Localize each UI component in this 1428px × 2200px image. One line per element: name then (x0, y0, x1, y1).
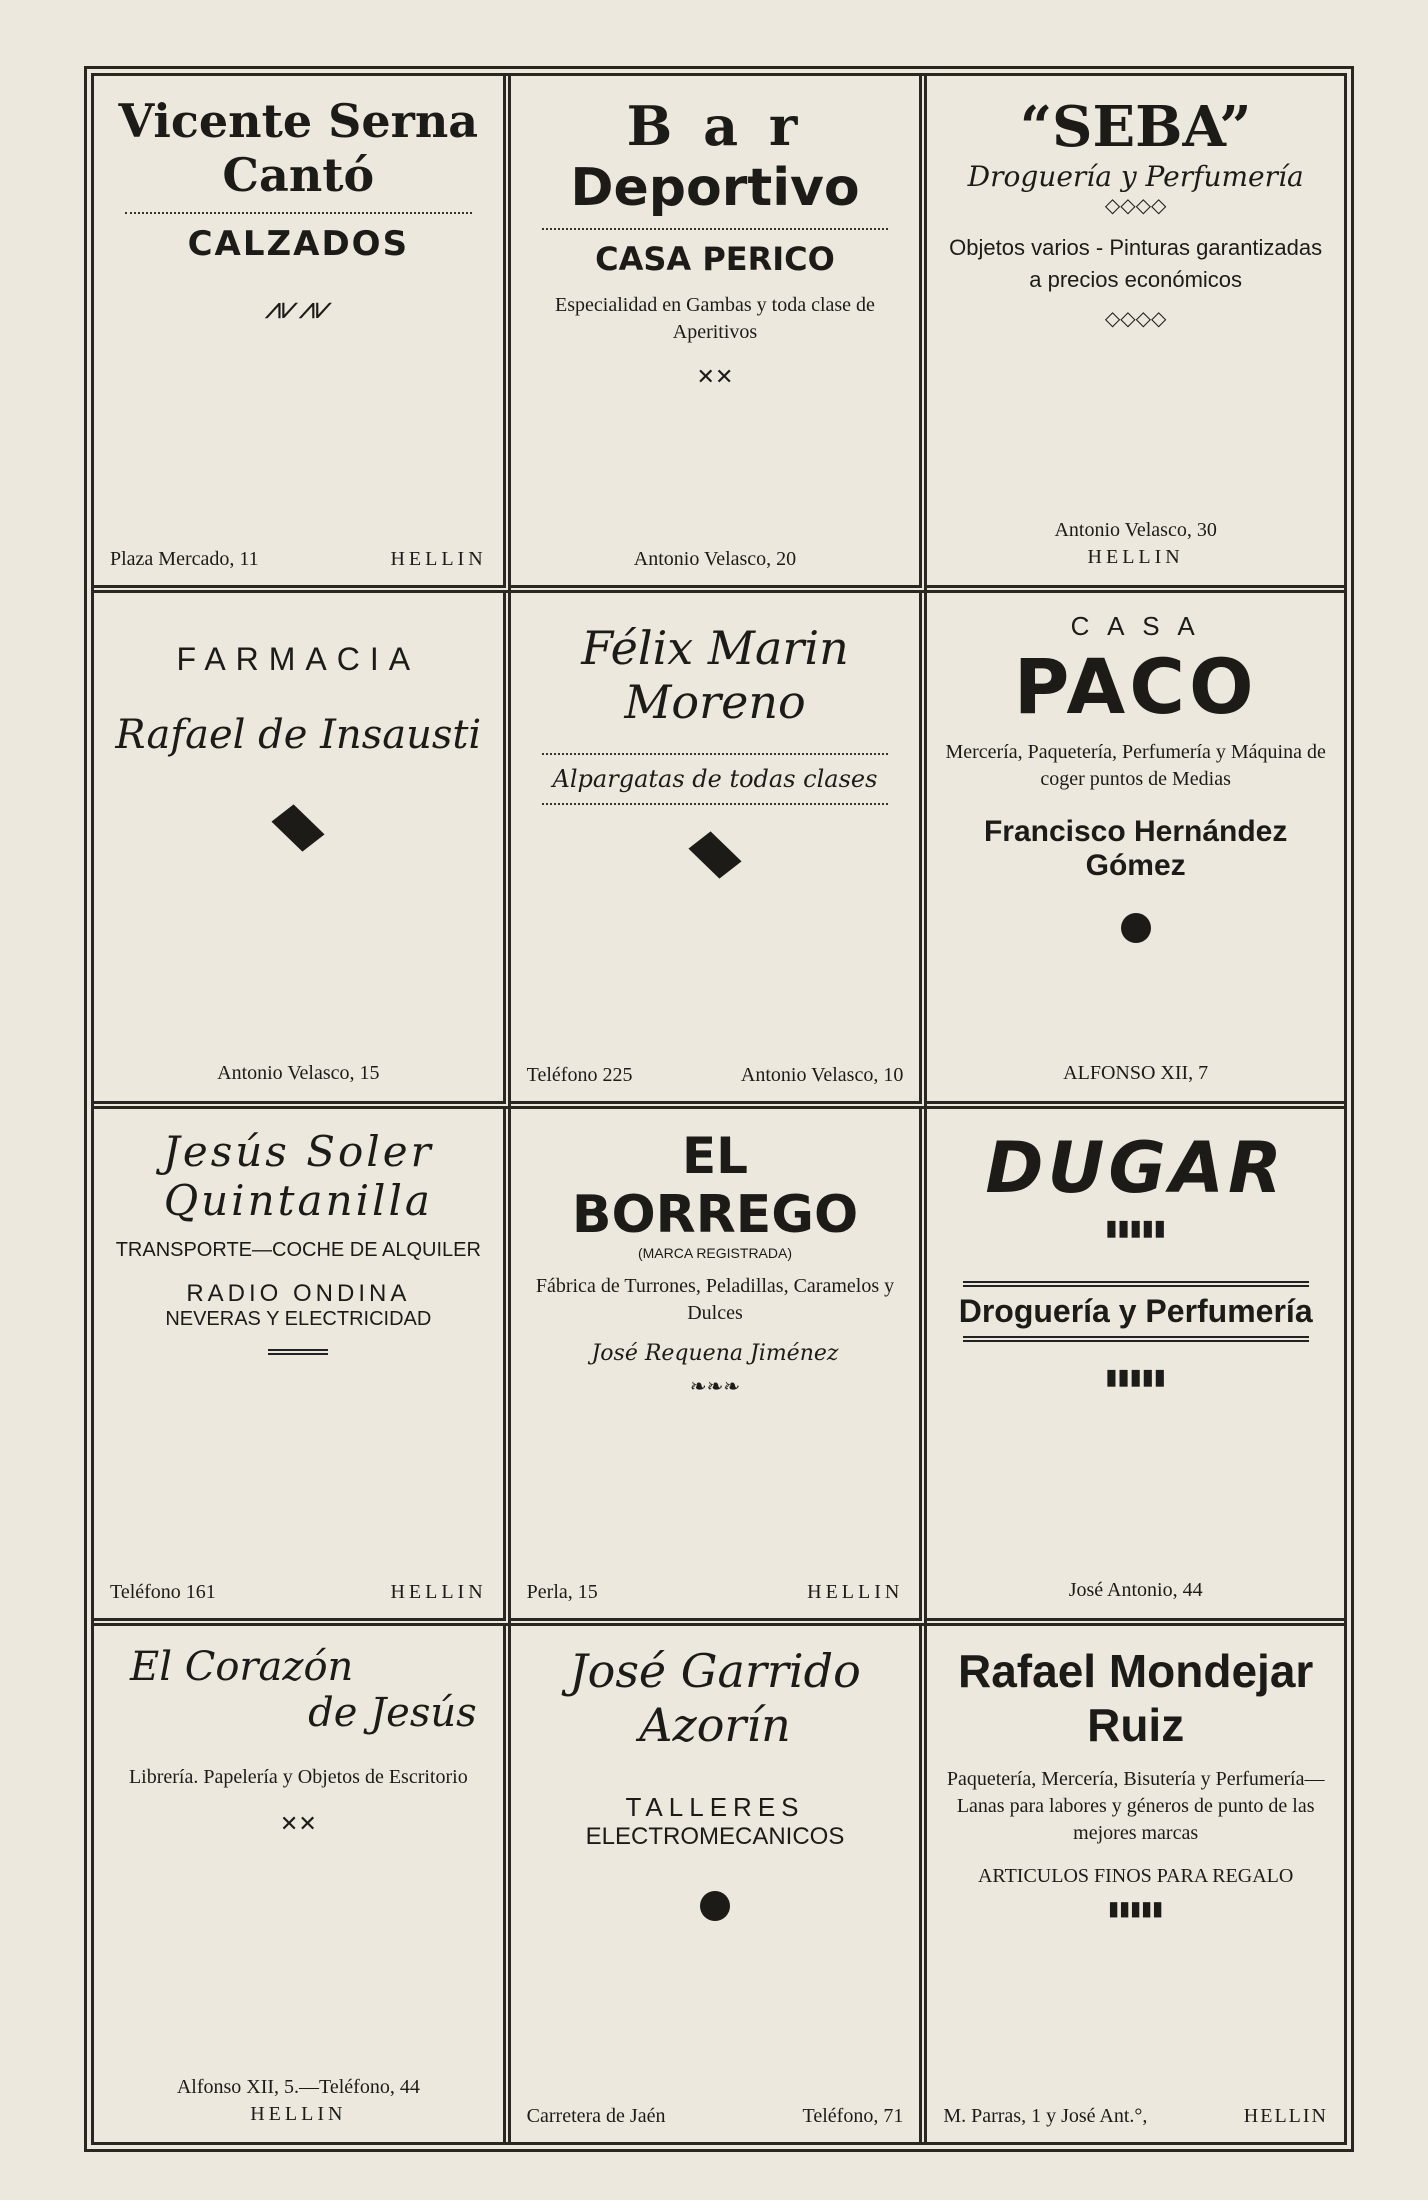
ad-title: C A S A (1070, 610, 1201, 641)
ad-jesus-soler (94, 1109, 511, 1626)
divider (125, 212, 472, 214)
ad-name-2: Ruiz (1087, 1698, 1185, 1751)
ad-title-2: BORREGO (571, 1185, 859, 1245)
divider (542, 228, 889, 230)
diamond-ornament-2: ◇◇◇◇ (1104, 307, 1167, 330)
ad-title-2: PACO (1013, 641, 1258, 731)
ad-description: Mercería, Paquetería, Perfumería y Máquina de coger puntos de Medias (945, 740, 1326, 790)
ad-rafael-mondejar (927, 1626, 1344, 2143)
ad-address: Perla, 15 (526, 1580, 598, 1603)
ad-description: Objetos varios - Pinturas garantizadas a precios económicos (949, 235, 1323, 292)
diamond-ornament: ◇◇◇◇ (1104, 195, 1167, 217)
ad-title: FARMACIA (176, 640, 421, 677)
ad-trade: CALZADOS (187, 224, 410, 264)
divider (963, 1281, 1309, 1287)
cross-ornament: ✕✕ (279, 1810, 317, 1836)
ad-description: Alpargatas de todas clases (552, 764, 878, 793)
ad-line-2: RADIO ONDINA (186, 1280, 411, 1307)
ad-name-2: Azorín (639, 1697, 791, 1752)
divider-2 (963, 1336, 1309, 1342)
ad-title: DUGAR (985, 1127, 1286, 1209)
ad-phone: Teléfono 225 (526, 1064, 633, 1086)
ad-address: José Antonio, 44 (1068, 1578, 1203, 1601)
ad-address: Carretera de Jaén (526, 2105, 666, 2127)
ad-title: B a r (626, 94, 804, 158)
ad-city: HELLIN (1243, 2105, 1328, 2127)
ad-city: HELLIN (250, 2103, 347, 2125)
ad-owner: José Requena Jiménez (591, 1341, 839, 1366)
ad-line-3: NEVERAS Y ELECTRICIDAD (165, 1308, 432, 1330)
ad-name-2: Quintanilla (163, 1176, 433, 1225)
ad-description: Fábrica de Turrones, Peladillas, Caramelos y Dulces (535, 1275, 895, 1324)
ad-owner: Francisco Hernández Gómez (983, 814, 1288, 882)
ad-line-2: ELECTROMECANICOS (585, 1822, 845, 1850)
ad-title-2: de Jesús (308, 1689, 477, 1736)
ad-name: José Garrido (569, 1643, 861, 1698)
ad-description: Especialidad en Gambas y toda clase de Aperitivos (555, 294, 875, 343)
ad-el-borrego (511, 1109, 928, 1626)
ad-city: HELLIN (390, 1580, 487, 1603)
ad-phone: Teléfono 161 (110, 1580, 216, 1603)
ad-seba (927, 76, 1344, 593)
divider (542, 753, 889, 755)
ad-line-2: ARTICULOS FINOS PARA REGALO (977, 1864, 1294, 1887)
ad-bar-deportivo (511, 76, 928, 593)
ad-address: M. Parras, 1 y José Ant.°, (943, 2105, 1148, 2127)
ad-subtitle: Droguería y Perfumería (958, 1293, 1313, 1329)
zigzag-ornament: ⩘⩗⩘⩗ (264, 292, 333, 325)
ad-dugar (927, 1109, 1344, 1626)
ad-jose-garrido (511, 1626, 928, 2143)
block-ornament: ▮▮▮▮▮ (1108, 1897, 1164, 1920)
ad-line-1: TRANSPORTE—COCHE DE ALQUILER (115, 1239, 481, 1261)
parallelogram-ornament (685, 845, 745, 865)
ad-name-2: Cantó (222, 148, 375, 202)
cross-ornament: ✕✕ (696, 364, 734, 389)
ad-mark: (MARCA REGISTRADA) (637, 1245, 792, 1261)
ad-address: Alfonso XII, 5.—Teléfono, 44 (176, 2076, 420, 2098)
ad-title: EL (681, 1127, 748, 1185)
ad-casa-paco (927, 593, 1344, 1110)
dot-ornament (700, 1891, 730, 1921)
ad-address: Plaza Mercado, 11 (110, 547, 259, 570)
ad-name: Jesús Soler (163, 1127, 434, 1176)
divider-2 (542, 803, 889, 805)
ad-line-1: TALLERES (625, 1791, 805, 1822)
leaf-ornament: ❧❧❧ (689, 1376, 741, 1398)
ad-farmacia (94, 593, 511, 1110)
ad-phone: Teléfono, 71 (802, 2105, 904, 2127)
ad-address: Antonio Velasco, 20 (633, 547, 797, 570)
ad-address: Antonio Velasco, 30 (1054, 518, 1217, 541)
advertisement-page (84, 66, 1354, 2152)
ad-subtitle: CASA PERICO (595, 240, 835, 278)
ad-city: HELLIN (807, 1580, 904, 1603)
ad-title-2: Deportivo (570, 158, 860, 218)
ad-name: Vicente Serna (118, 94, 479, 148)
ad-description: Librería. Papelería y Objetos de Escritorio (128, 1765, 468, 1788)
ad-felix-marin (511, 593, 928, 1110)
ad-address: Antonio Velasco, 15 (217, 1062, 380, 1084)
ad-title: El Corazón (130, 1643, 354, 1690)
dot-ornament (1121, 913, 1151, 943)
ad-vicente-serna (94, 76, 511, 593)
ad-name: Rafael de Insausti (115, 711, 482, 758)
ad-name: Félix Marin (581, 620, 849, 675)
ad-name-2: Moreno (624, 674, 806, 729)
ad-grid (94, 76, 1344, 2142)
bar-ornament (268, 1349, 328, 1355)
ad-title: “SEBA” (1019, 94, 1252, 160)
block-ornament: ▮▮▮▮▮ (1105, 1215, 1166, 1240)
ad-description: Paquetería, Mercería, Bisutería y Perfumería—Lanas para labores y géneros de punto de las mejores marcas (946, 1767, 1325, 1844)
ad-name: Rafael Mondejar (958, 1644, 1314, 1697)
ad-address: Antonio Velasco, 10 (740, 1064, 904, 1086)
parallelogram-ornament (268, 818, 328, 838)
ad-city: HELLIN (390, 547, 487, 570)
ad-subtitle: Droguería y Perfumería (967, 160, 1304, 193)
ad-el-corazon (94, 1626, 511, 2143)
block-ornament-2: ▮▮▮▮▮ (1105, 1364, 1166, 1389)
ad-address: ALFONSO XII, 7 (1063, 1062, 1209, 1084)
ad-city: HELLIN (1087, 545, 1184, 568)
